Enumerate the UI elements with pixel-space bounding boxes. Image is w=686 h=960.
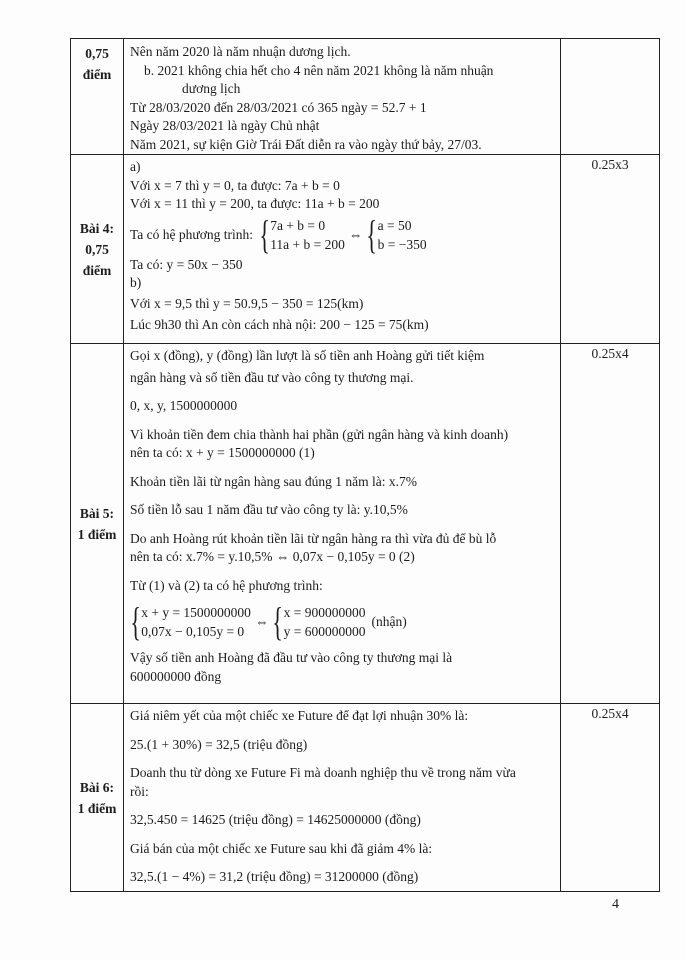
problem-label: Bài 6: 1 điểm (77, 779, 117, 816)
text-line: ngân hàng và số tiền đầu tư vào công ty thương mại. (130, 369, 414, 385)
brace-icon: { (130, 599, 141, 644)
table-row (71, 39, 660, 155)
brace-icon: { (272, 599, 284, 644)
system-intro: Ta có hệ phương trình: (130, 226, 253, 242)
text-line: Gọi x (đồng), y (đồng) lần lượt là số tiền anh Hoàng gửi tiết kiệm (130, 348, 485, 363)
text-line: Nên năm 2020 là năm nhuận dương lịch. (130, 44, 351, 59)
text-line: Với x = 9,5 thì y = 50.9,5 − 350 = 125(km) (130, 295, 364, 311)
text-line: Giá bán của một chiếc xe Future sau khi đã giảm 4% là: (130, 840, 433, 856)
text-line: Do anh Hoàng rút khoản tiền lãi từ ngân hàng ra thì vừa đủ để bù lỗ (130, 530, 497, 546)
text-line: Với x = 11 thì y = 200, ta được: 11a + b = 200 (130, 196, 380, 211)
content-cell (124, 704, 561, 892)
system-left: x + y = 1500000000 0,07x − 0,105y = 0 (141, 605, 251, 639)
table-row (71, 704, 660, 892)
text-line: Giá niêm yết của một chiếc xe Future để đạt lợi nhuận 30% là: (130, 708, 469, 723)
text-line: b. 2021 không chia hết cho 4 nên năm 2021 không là năm nhuận (144, 62, 494, 78)
equation-system (124, 211, 560, 257)
text-line: Số tiền lỗ sau 1 năm đầu tư vào công ty là: y.10,5% (130, 502, 408, 517)
text-line: Vậy số tiền anh Hoàng đã đầu tư vào công ty thương mại là (130, 650, 453, 665)
text-line: rồi: (130, 783, 149, 799)
text-line: nên ta có: x + y = 1500000000 (1) (130, 445, 315, 460)
answer-table (70, 38, 660, 892)
system-right: a = 50 b = −350 (377, 217, 427, 252)
text-line: Ta có: y = 50x − 350 (130, 256, 243, 272)
system-right: x = 900000000 y = 600000000 (283, 605, 366, 639)
brace-icon: { (366, 211, 378, 257)
score-label: 0,75 điểm (82, 46, 112, 82)
text-line: Doanh thu từ dòng xe Future Fi mà doanh nghiệp thu về trong năm vừa (130, 765, 516, 780)
table-row (71, 155, 660, 344)
text-line: Năm 2021, sự kiện Giờ Trái Đất diễn ra vào ngày thứ bảy, 27/03. (130, 136, 482, 152)
text-line: Khoản tiền lãi từ ngân hàng sau đúng 1 năm là: x.7% (130, 473, 418, 489)
system-note: (nhận) (371, 614, 407, 629)
label-cell (71, 344, 124, 704)
label-cell (71, 155, 124, 344)
text-line: 32,5.450 = 14625 (triệu đồng) = 14625000000 (đồng) (130, 812, 421, 827)
text-line: 0, x, y, 1500000000 (130, 398, 238, 413)
problem-label: Bài 4: 0,75 điểm (79, 220, 115, 278)
content-cell (124, 344, 561, 704)
text-line: Ngày 28/03/2021 là ngày Chủ nhật (130, 118, 320, 133)
equivalence-icon: ⇔ (254, 614, 269, 629)
label-cell (71, 39, 124, 155)
text-line: 32,5.(1 − 4%) = 31,2 (triệu đồng) = 31200000 (đồng) (130, 869, 419, 884)
system-left: 7a + b = 0 11a + b = 200 (270, 217, 345, 252)
brace-icon: { (259, 211, 270, 257)
text-line: Từ (1) và (2) ta có hệ phương trình: (130, 577, 323, 593)
problem-label: Bài 5: 1 điểm (77, 505, 117, 542)
text-line: Lúc 9h30 thì An còn cách nhà nội: 200 − 125 = 75(km) (130, 317, 429, 332)
text-line: Với x = 7 thì y = 0, ta được: 7a + b = 0 (130, 177, 340, 193)
text-line: dương lịch (182, 81, 241, 96)
score-cell: 0.25x4 (561, 704, 660, 892)
table-row (71, 344, 660, 704)
score-cell: 0.25x3 (561, 155, 660, 344)
label-cell (71, 704, 124, 892)
text-line: 25.(1 + 30%) = 32,5 (triệu đồng) (130, 736, 308, 752)
text-line: b) (130, 275, 142, 290)
content-cell (124, 155, 561, 344)
score-cell: 0.25x4 (561, 344, 660, 704)
text-line: Từ 28/03/2020 đến 28/03/2021 có 365 ngày = 52.7 + 1 (130, 99, 427, 115)
equation-system (124, 599, 560, 644)
text-line: nên ta có: x.7% = y.10,5% ⇔ 0,07x − 0,105y = 0 (2) (130, 549, 415, 564)
equivalence-icon: ⇔ (348, 226, 363, 242)
text-line: Vì khoản tiền đem chia thành hai phần (gửi ngân hàng và kinh doanh) (130, 426, 509, 442)
text-line: 600000000 đồng (130, 668, 222, 684)
content-cell (124, 39, 561, 155)
score-cell (561, 39, 660, 155)
text-line: a) (130, 159, 141, 174)
page-number: 4 (612, 897, 619, 912)
